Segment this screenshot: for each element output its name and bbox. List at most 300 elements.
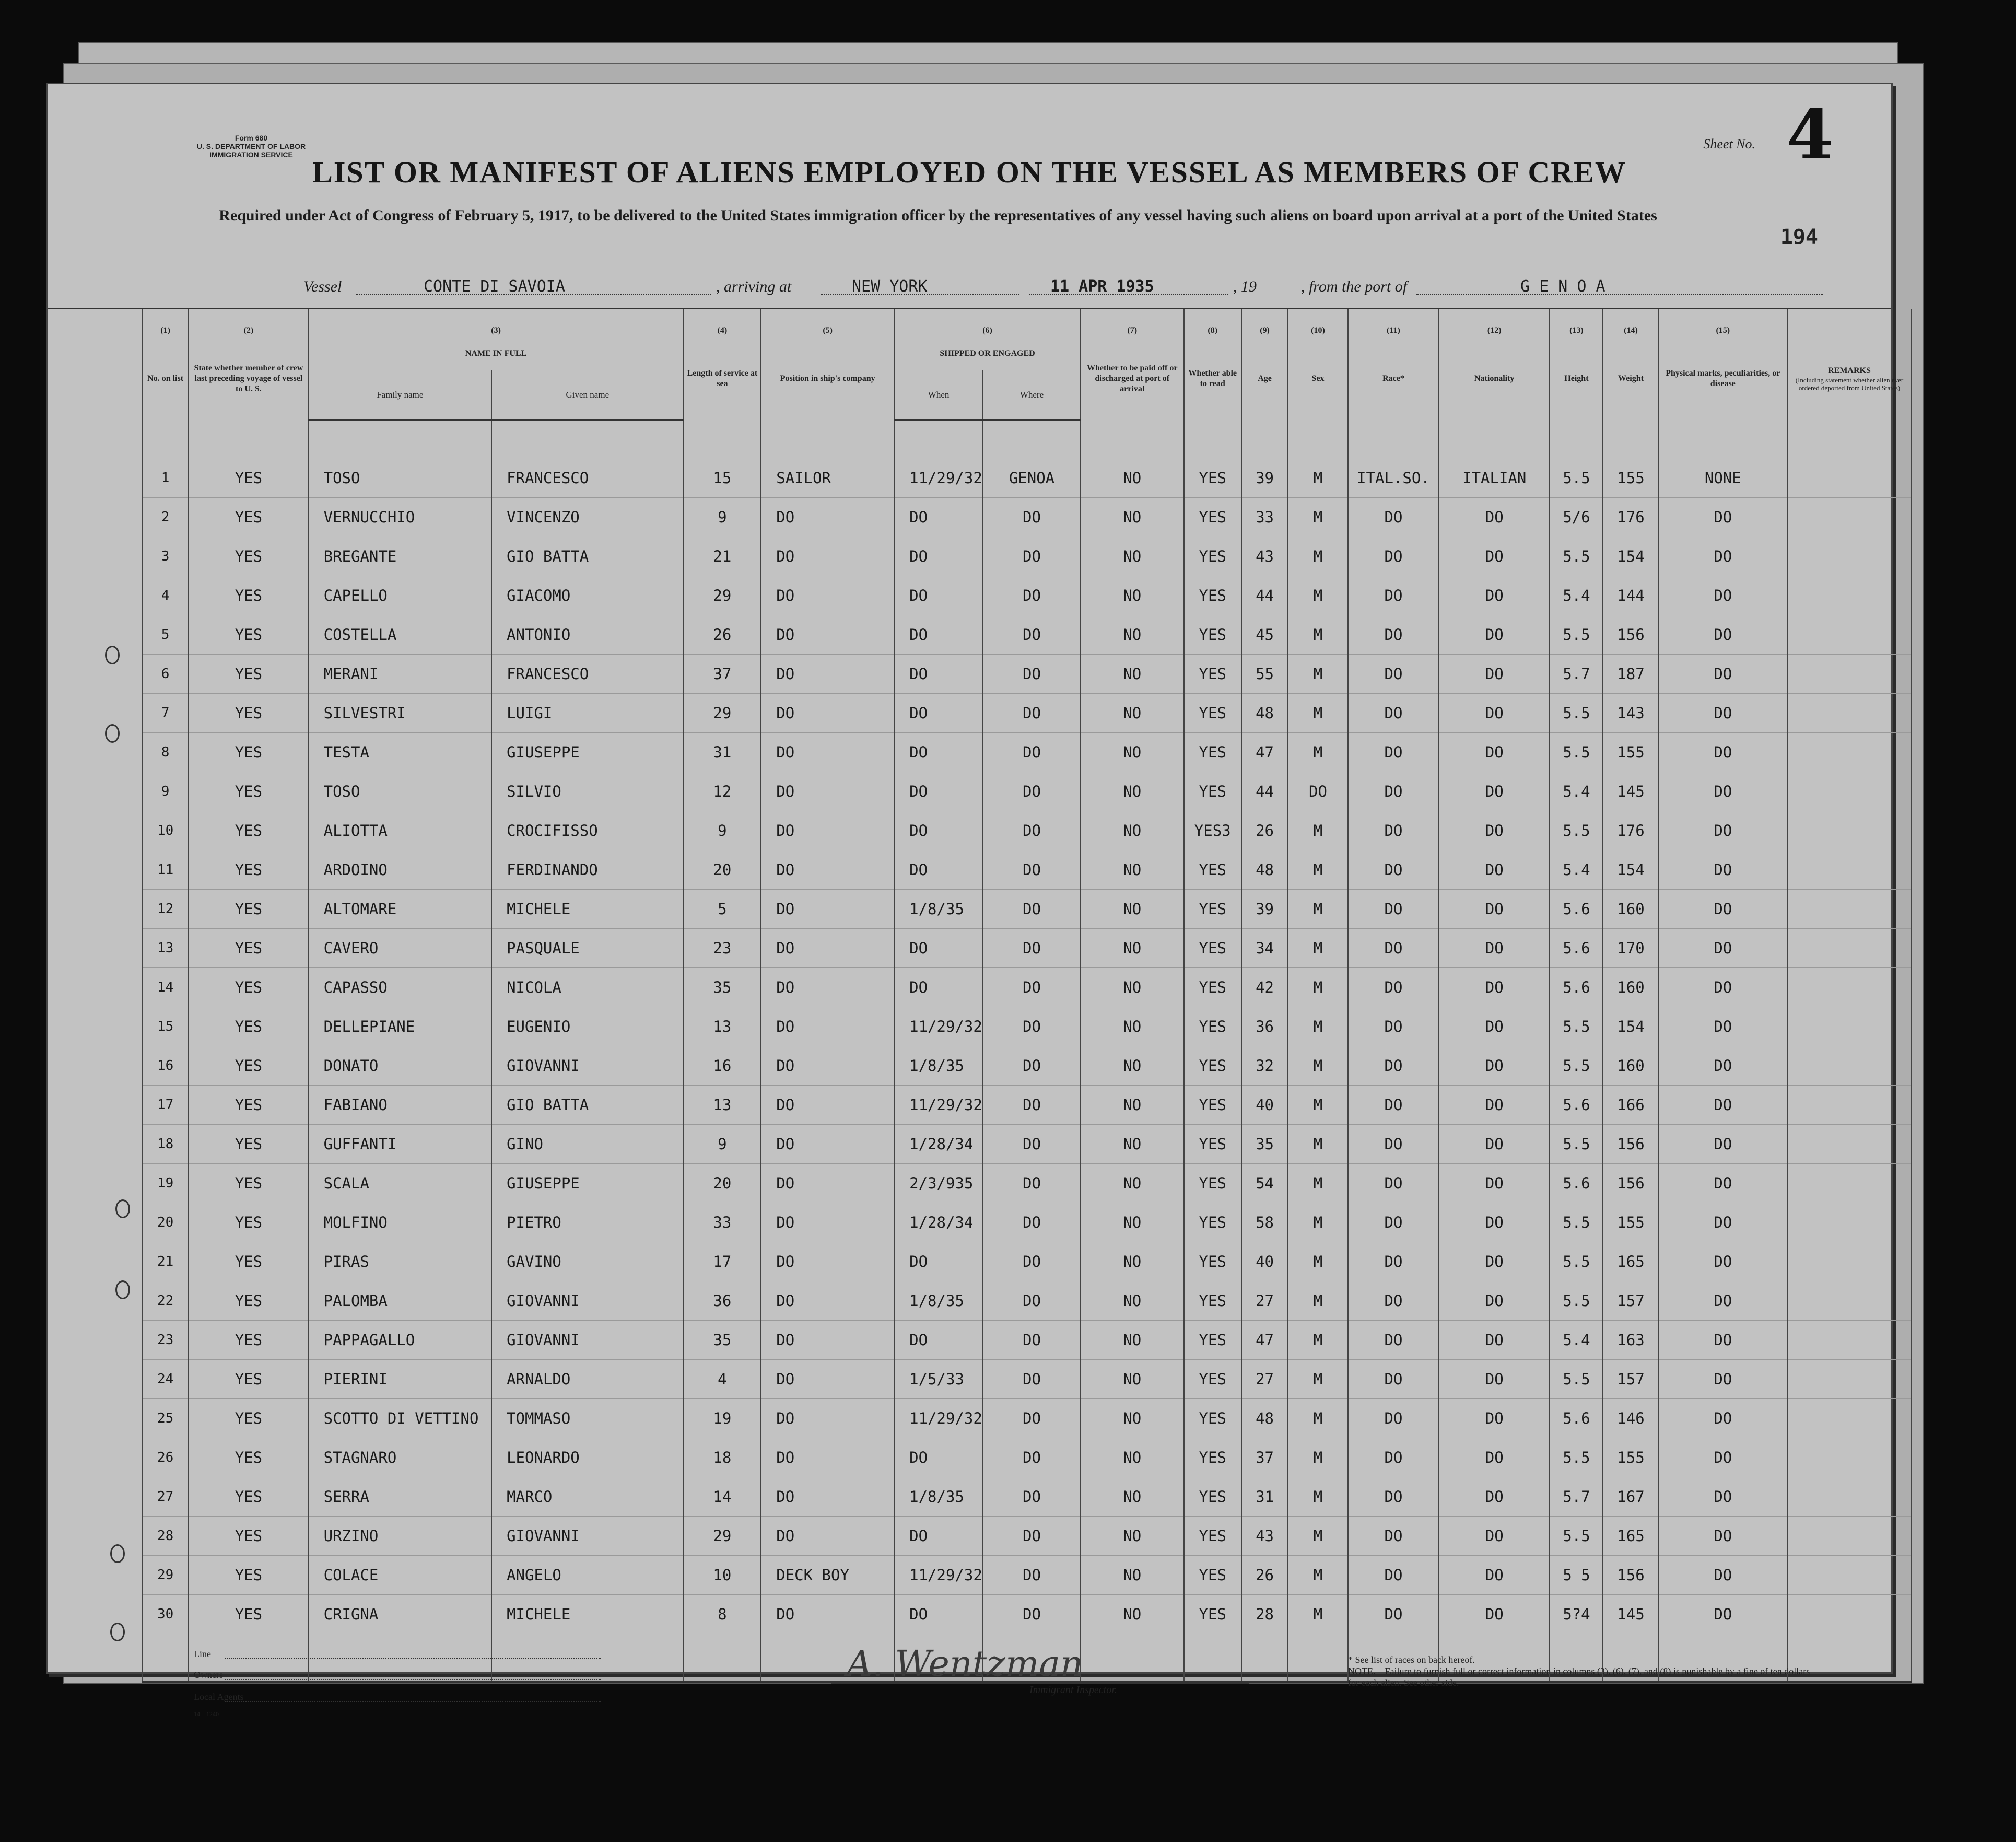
cell-sex: M [1288, 733, 1348, 772]
cell-sex: M [1288, 850, 1348, 890]
cell-remarks [1787, 968, 1912, 1007]
header-no: No. on list [142, 337, 189, 421]
vessel-line [110, 270, 1818, 301]
agents-field [225, 1701, 601, 1702]
cell-when: 1/28/34 [894, 1203, 983, 1242]
cell-race: DO [1348, 1360, 1439, 1399]
cell-given: GIUSEPPE [491, 1164, 683, 1203]
cell-length: 9 [684, 1125, 761, 1164]
cell-age: 48 [1241, 850, 1288, 890]
cell-state: YES [189, 1399, 308, 1438]
cell-read: YES [1184, 1242, 1241, 1281]
cell-state: YES [189, 1321, 308, 1360]
cell-sex: M [1288, 694, 1348, 733]
cell-paid: NO [1081, 615, 1184, 655]
cell-height: 5.6 [1550, 929, 1603, 968]
cell-where: DO [983, 655, 1081, 694]
cell-sex: M [1288, 1281, 1348, 1321]
cell-position: DO [761, 929, 894, 968]
cell-paid: NO [1081, 694, 1184, 733]
header-race: Race* [1348, 337, 1439, 421]
cell-sex: M [1288, 890, 1348, 929]
cell-nationality: DO [1439, 1517, 1550, 1556]
footer-notes [1348, 1654, 1818, 1688]
cell-nationality: DO [1439, 1203, 1550, 1242]
punch-hole [105, 646, 120, 664]
cell-race: DO [1348, 811, 1439, 850]
cell-when: DO [894, 537, 983, 576]
owners-label: Owners [194, 1670, 223, 1680]
cell-state: YES [189, 1438, 308, 1477]
cell-remarks [1787, 811, 1912, 850]
cell-weight: 160 [1603, 890, 1658, 929]
cell-state: YES [189, 655, 308, 694]
cell-where: DO [983, 1007, 1081, 1046]
cell-height: 5.5 [1550, 459, 1603, 498]
header-paid: Whether to be paid off or discharged at port of arrival [1081, 337, 1184, 421]
col-num-4: (4) [684, 309, 761, 337]
cell-when: 1/8/35 [894, 1477, 983, 1517]
cell-length: 17 [684, 1242, 761, 1281]
cell-given: GIOVANNI [491, 1281, 683, 1321]
table-row [142, 1438, 1912, 1477]
table-row [142, 929, 1912, 968]
cell-where: DO [983, 1242, 1081, 1281]
form-number: Form 680 [235, 134, 268, 142]
table-row [142, 1281, 1912, 1321]
cell-position: DO [761, 655, 894, 694]
cell-nationality: DO [1439, 890, 1550, 929]
cell-weight: 176 [1603, 498, 1658, 537]
cell-state: YES [189, 929, 308, 968]
cell-weight: 155 [1603, 1438, 1658, 1477]
cell-weight: 145 [1603, 1595, 1658, 1634]
cell-race: DO [1348, 1125, 1439, 1164]
header-position: Position in ship's company [761, 337, 894, 421]
col-num-1: (1) [142, 309, 189, 337]
cell-sex: M [1288, 1399, 1348, 1438]
cell-length: 13 [684, 1007, 761, 1046]
cell-read: YES [1184, 498, 1241, 537]
cell-length: 35 [684, 968, 761, 1007]
cell-sex: M [1288, 1046, 1348, 1086]
cell-age: 45 [1241, 615, 1288, 655]
table-row [142, 1477, 1912, 1517]
remarks-subtitle: (Including statement whether alien ever ordered deported from United States) [1795, 376, 1904, 392]
cell-read: YES [1184, 694, 1241, 733]
cell-no: 17 [142, 1086, 189, 1125]
cell-read: YES [1184, 1399, 1241, 1438]
cell-weight: 157 [1603, 1281, 1658, 1321]
col-num-12: (12) [1439, 309, 1550, 337]
cell-nationality: DO [1439, 1086, 1550, 1125]
cell-length: 8 [684, 1595, 761, 1634]
cell-height: 5.7 [1550, 655, 1603, 694]
punch-hole [115, 1199, 130, 1218]
cell-height: 5.5 [1550, 615, 1603, 655]
cell-nationality: DO [1439, 1321, 1550, 1360]
cell-sex: M [1288, 1321, 1348, 1360]
cell-physical: DO [1659, 811, 1787, 850]
punch-hole [105, 724, 120, 743]
cell-physical: DO [1659, 1438, 1787, 1477]
cell-sex: DO [1288, 772, 1348, 811]
cell-nationality: DO [1439, 1242, 1550, 1281]
cell-weight: 166 [1603, 1086, 1658, 1125]
cell-given: LUIGI [491, 694, 683, 733]
cell-sex: M [1288, 576, 1348, 615]
header-read: Whether able to read [1184, 337, 1241, 421]
cell-given: ANTONIO [491, 615, 683, 655]
cell-no: 23 [142, 1321, 189, 1360]
cell-sex: M [1288, 1438, 1348, 1477]
cell-sex: M [1288, 498, 1348, 537]
cell-height: 5.6 [1550, 968, 1603, 1007]
cell-nationality: DO [1439, 537, 1550, 576]
cell-family: ALIOTTA [309, 811, 491, 850]
cell-height: 5.5 [1550, 1007, 1603, 1046]
cell-sex: M [1288, 655, 1348, 694]
cell-no: 20 [142, 1203, 189, 1242]
cell-position: DO [761, 1438, 894, 1477]
cell-weight: 154 [1603, 850, 1658, 890]
cell-height: 5.6 [1550, 1086, 1603, 1125]
cell-where: DO [983, 615, 1081, 655]
cell-where: DO [983, 968, 1081, 1007]
cell-given: GIUSEPPE [491, 733, 683, 772]
table-row [142, 537, 1912, 576]
cell-physical: DO [1659, 1595, 1787, 1634]
cell-state: YES [189, 1164, 308, 1203]
cell-paid: NO [1081, 1125, 1184, 1164]
cell-paid: NO [1081, 1477, 1184, 1517]
cell-height: 5.4 [1550, 576, 1603, 615]
cell-race: DO [1348, 1242, 1439, 1281]
cell-position: DO [761, 1125, 894, 1164]
cell-given: GINO [491, 1125, 683, 1164]
cell-length: 26 [684, 615, 761, 655]
cell-nationality: DO [1439, 576, 1550, 615]
cell-family: CAVERO [309, 929, 491, 968]
cell-given: PIETRO [491, 1203, 683, 1242]
cell-family: MERANI [309, 655, 491, 694]
cell-nationality: DO [1439, 929, 1550, 968]
cell-race: DO [1348, 1086, 1439, 1125]
cell-when: DO [894, 850, 983, 890]
cell-no: 27 [142, 1477, 189, 1517]
cell-age: 32 [1241, 1046, 1288, 1086]
note-penalty: NOTE.—Failure to furnish full or correct information in columns (3), (6), (7), and (8) is punishable by a fine of ten dollars for each alien. See other side. [1348, 1666, 1810, 1688]
table-row [142, 459, 1912, 498]
cell-height: 5.4 [1550, 850, 1603, 890]
cell-sex: M [1288, 1477, 1348, 1517]
cell-given: GIO BATTA [491, 537, 683, 576]
cell-weight: 160 [1603, 968, 1658, 1007]
cell-no: 3 [142, 537, 189, 576]
cell-sex: M [1288, 811, 1348, 850]
cell-family: PALOMBA [309, 1281, 491, 1321]
cell-physical: NONE [1659, 459, 1787, 498]
cell-remarks [1787, 1399, 1912, 1438]
col-num-6: (6) [894, 309, 1081, 337]
cell-age: 40 [1241, 1242, 1288, 1281]
cell-remarks [1787, 1517, 1912, 1556]
cell-length: 16 [684, 1046, 761, 1086]
cell-no: 26 [142, 1438, 189, 1477]
cell-when: DO [894, 576, 983, 615]
cell-read: YES [1184, 772, 1241, 811]
cell-paid: NO [1081, 1595, 1184, 1634]
cell-state: YES [189, 1086, 308, 1125]
cell-when: DO [894, 498, 983, 537]
cell-given: FRANCESCO [491, 655, 683, 694]
cell-height: 5.5 [1550, 1281, 1603, 1321]
line-field [225, 1658, 601, 1659]
cell-race: DO [1348, 1517, 1439, 1556]
cell-given: GIOVANNI [491, 1321, 683, 1360]
cell-family: TOSO [309, 459, 491, 498]
cell-physical: DO [1659, 1281, 1787, 1321]
cell-sex: M [1288, 537, 1348, 576]
cell-no: 15 [142, 1007, 189, 1046]
cell-height: 5.5 [1550, 733, 1603, 772]
cell-height: 5.5 [1550, 1125, 1603, 1164]
cell-weight: 154 [1603, 537, 1658, 576]
cell-paid: NO [1081, 1281, 1184, 1321]
cell-given: ANGELO [491, 1556, 683, 1595]
cell-when: 1/8/35 [894, 1281, 983, 1321]
punch-hole [115, 1280, 130, 1299]
header-height: Height [1550, 337, 1603, 421]
table-row [142, 968, 1912, 1007]
punch-hole [110, 1544, 125, 1563]
cell-weight: 156 [1603, 615, 1658, 655]
cell-no: 9 [142, 772, 189, 811]
col-num-8: (8) [1184, 309, 1241, 337]
cell-family: CAPASSO [309, 968, 491, 1007]
cell-position: DO [761, 1242, 894, 1281]
cell-family: STAGNARO [309, 1438, 491, 1477]
cell-where: DO [983, 1595, 1081, 1634]
cell-height: 5.6 [1550, 890, 1603, 929]
cell-given: FERDINANDO [491, 850, 683, 890]
inspector-signature: A. Wentzman [847, 1643, 1083, 1685]
cell-height: 5.5 [1550, 1360, 1603, 1399]
cell-race: DO [1348, 537, 1439, 576]
cell-where: DO [983, 1477, 1081, 1517]
cell-position: DO [761, 498, 894, 537]
cell-weight: 165 [1603, 1517, 1658, 1556]
cell-given: GAVINO [491, 1242, 683, 1281]
cell-family: COLACE [309, 1556, 491, 1595]
cell-given: PASQUALE [491, 929, 683, 968]
cell-remarks [1787, 772, 1912, 811]
table-row [142, 733, 1912, 772]
cell-given: GIOVANNI [491, 1517, 683, 1556]
cell-nationality: DO [1439, 498, 1550, 537]
cell-physical: DO [1659, 694, 1787, 733]
cell-race: DO [1348, 1164, 1439, 1203]
cell-nationality: DO [1439, 1281, 1550, 1321]
cell-state: YES [189, 1281, 308, 1321]
cell-physical: DO [1659, 498, 1787, 537]
cell-no: 14 [142, 968, 189, 1007]
cell-when: DO [894, 811, 983, 850]
table-row [142, 576, 1912, 615]
cell-race: DO [1348, 733, 1439, 772]
cell-read: YES [1184, 1360, 1241, 1399]
cell-physical: DO [1659, 1086, 1787, 1125]
cell-position: DO [761, 1046, 894, 1086]
cell-paid: NO [1081, 968, 1184, 1007]
cell-when: 11/29/32 [894, 1007, 983, 1046]
cell-given: GIOVANNI [491, 1046, 683, 1086]
cell-position: DO [761, 694, 894, 733]
col-num-15: (15) [1659, 309, 1787, 337]
cell-position: DO [761, 1007, 894, 1046]
cell-weight: 165 [1603, 1242, 1658, 1281]
cell-paid: NO [1081, 1203, 1184, 1242]
cell-nationality: DO [1439, 968, 1550, 1007]
cell-remarks [1787, 1125, 1912, 1164]
cell-paid: NO [1081, 1517, 1184, 1556]
cell-when: DO [894, 615, 983, 655]
cell-when: DO [894, 1595, 983, 1634]
owners-field [225, 1679, 601, 1680]
cell-where: DO [983, 1203, 1081, 1242]
cell-state: YES [189, 1203, 308, 1242]
cell-where: DO [983, 576, 1081, 615]
cell-state: YES [189, 1046, 308, 1086]
table-row [142, 1242, 1912, 1281]
cell-where: DO [983, 1086, 1081, 1125]
cell-age: 39 [1241, 459, 1288, 498]
cell-sex: M [1288, 459, 1348, 498]
cell-weight: 154 [1603, 1007, 1658, 1046]
cell-weight: 144 [1603, 576, 1658, 615]
cell-where: DO [983, 537, 1081, 576]
table-row [142, 615, 1912, 655]
cell-where: DO [983, 1438, 1081, 1477]
cell-race: DO [1348, 1438, 1439, 1477]
cell-sex: M [1288, 1086, 1348, 1125]
cell-nationality: DO [1439, 1125, 1550, 1164]
cell-race: DO [1348, 772, 1439, 811]
cell-length: 5 [684, 890, 761, 929]
cell-age: 26 [1241, 1556, 1288, 1595]
cell-weight: 160 [1603, 1046, 1658, 1086]
crew-rows [142, 459, 1912, 1682]
cell-height: 5?4 [1550, 1595, 1603, 1634]
cell-read: YES [1184, 1556, 1241, 1595]
cell-read: YES [1184, 1595, 1241, 1634]
cell-position: DO [761, 1321, 894, 1360]
cell-where: DO [983, 890, 1081, 929]
cell-height: 5.5 [1550, 1203, 1603, 1242]
cell-physical: DO [1659, 615, 1787, 655]
table-row [142, 655, 1912, 694]
cell-paid: NO [1081, 733, 1184, 772]
cell-when: DO [894, 733, 983, 772]
cell-remarks [1787, 576, 1912, 615]
cell-length: 29 [684, 576, 761, 615]
cell-weight: 155 [1603, 459, 1658, 498]
cell-no: 7 [142, 694, 189, 733]
cell-weight: 156 [1603, 1556, 1658, 1595]
cell-no: 28 [142, 1517, 189, 1556]
cell-position: DO [761, 1517, 894, 1556]
cell-age: 37 [1241, 1438, 1288, 1477]
cell-nationality: DO [1439, 1556, 1550, 1595]
cell-family: MOLFINO [309, 1203, 491, 1242]
header-age: Age [1241, 337, 1288, 421]
cell-no: 24 [142, 1360, 189, 1399]
cell-no: 8 [142, 733, 189, 772]
cell-where: DO [983, 498, 1081, 537]
cell-no: 19 [142, 1164, 189, 1203]
cell-when: 11/29/32 [894, 1399, 983, 1438]
cell-race: DO [1348, 1281, 1439, 1321]
cell-remarks [1787, 694, 1912, 733]
cell-physical: DO [1659, 1477, 1787, 1517]
cell-paid: NO [1081, 1046, 1184, 1086]
cell-read: YES [1184, 1007, 1241, 1046]
cell-nationality: DO [1439, 655, 1550, 694]
cell-read: YES [1184, 1477, 1241, 1517]
cell-height: 5.6 [1550, 1164, 1603, 1203]
cell-remarks [1787, 1046, 1912, 1086]
cell-state: YES [189, 811, 308, 850]
arrival-date: 11 APR 1935 [1050, 277, 1154, 296]
arriving-port: NEW YORK [852, 277, 928, 296]
cell-family: VERNUCCHIO [309, 498, 491, 537]
header-nationality: Nationality [1439, 337, 1550, 421]
cell-race: DO [1348, 615, 1439, 655]
cell-remarks [1787, 1242, 1912, 1281]
cell-remarks [1787, 1556, 1912, 1595]
cell-family: ALTOMARE [309, 890, 491, 929]
cell-height: 5.4 [1550, 1321, 1603, 1360]
table-row [142, 1086, 1912, 1125]
cell-read: YES [1184, 1125, 1241, 1164]
table-row [142, 1164, 1912, 1203]
cell-paid: NO [1081, 576, 1184, 615]
cell-length: 20 [684, 1164, 761, 1203]
form-code: 14—1240 [194, 1710, 219, 1718]
cell-nationality: DO [1439, 1399, 1550, 1438]
cell-sex: M [1288, 968, 1348, 1007]
cell-race: DO [1348, 1046, 1439, 1086]
cell-when: 1/8/35 [894, 890, 983, 929]
cell-paid: NO [1081, 890, 1184, 929]
cell-no: 13 [142, 929, 189, 968]
cell-weight: 155 [1603, 1203, 1658, 1242]
cell-read: YES3 [1184, 811, 1241, 850]
cell-nationality: DO [1439, 850, 1550, 890]
cell-length: 37 [684, 655, 761, 694]
cell-race: DO [1348, 655, 1439, 694]
cell-state: YES [189, 1360, 308, 1399]
cell-where: DO [983, 1321, 1081, 1360]
cell-physical: DO [1659, 655, 1787, 694]
cell-physical: DO [1659, 1164, 1787, 1203]
agents-label: Local Agents [194, 1692, 244, 1702]
sheet-number: 4 [1786, 95, 1834, 174]
cell-where: GENOA [983, 459, 1081, 498]
cell-length: 35 [684, 1321, 761, 1360]
cell-weight: 176 [1603, 811, 1658, 850]
cell-family: SERRA [309, 1477, 491, 1517]
